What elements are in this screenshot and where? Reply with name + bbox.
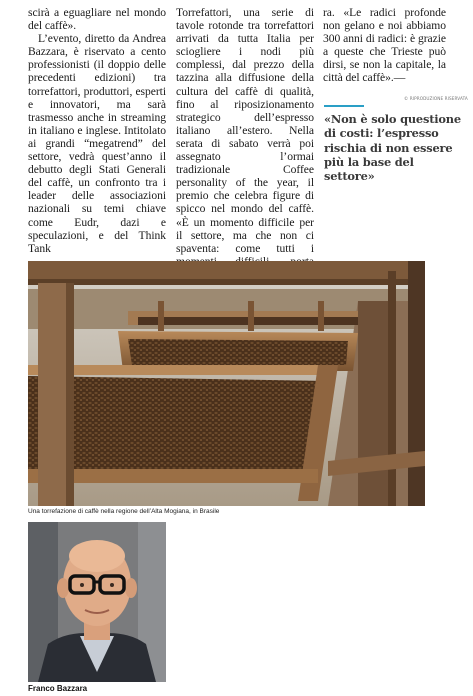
article-column-3 xyxy=(323,6,446,85)
portrait-photo xyxy=(28,522,166,682)
article-column-2 xyxy=(176,6,314,294)
pullquote: «Non è solo questione di costi: l’espresso rischia di non essere più la base del settore» xyxy=(324,112,461,184)
col2-paragraph-1: Torrefattori, una serie di tavole rotonde tra torrefattori arrivati da tutta Italia per sciogliere i nodi più complessi, dal prezzo della tazzina alla diffusione della cultura del caffè di qualità, fino al riposizionamento strategico dell’espresso italiano all’estero. Nella serata di sabato verrà poi assegnato l’ormai tradizionale Coffee personality of the year, il premio che celebra figure di spicco nel mondo del caffè. «È un momento difficile per il settore, ma che non ci spaventa: come tutti i xyxy=(176,6,314,255)
reproduction-notice: © RIPRODUZIONE RISERVATA xyxy=(404,96,468,101)
col3-paragraph-1: ra. «Le radici profonde non gelano e noi abbiamo 300 anni di radici: è grazie a queste che Trieste può dirsi, se non la capitale, la città del caffè».— xyxy=(323,6,446,85)
portrait-caption: Franco Bazzara xyxy=(28,684,88,693)
photo-caption: Una torrefazione di caffè nella regione dell’Alta Mogiana, in Brasile xyxy=(28,508,220,515)
col1-paragraph-2: L’evento, diretto da Andrea Bazzara, è riservato a cento professionisti (il doppio delle precedenti edizioni) tra torrefattori, produttori, esperti e innovatori, ma sarà trasmesso anche in streaming in italiano e inglese. Intitolato ai grandi “megatrend” del settore, vedrà quest’anno il debutto degli Stati Generali del caffè, un confronto tra i leader delle associazioni nazionali su temi chiave come Eudr, dazi e speculazioni, e del Think Tank xyxy=(28,32,166,255)
col1-paragraph-1: scirà a eguagliare nel mondo del caffè». xyxy=(28,6,166,33)
coffee-roastery-photo xyxy=(28,261,425,506)
pullquote-accent-rule xyxy=(324,105,364,107)
article-column-1 xyxy=(28,6,166,255)
